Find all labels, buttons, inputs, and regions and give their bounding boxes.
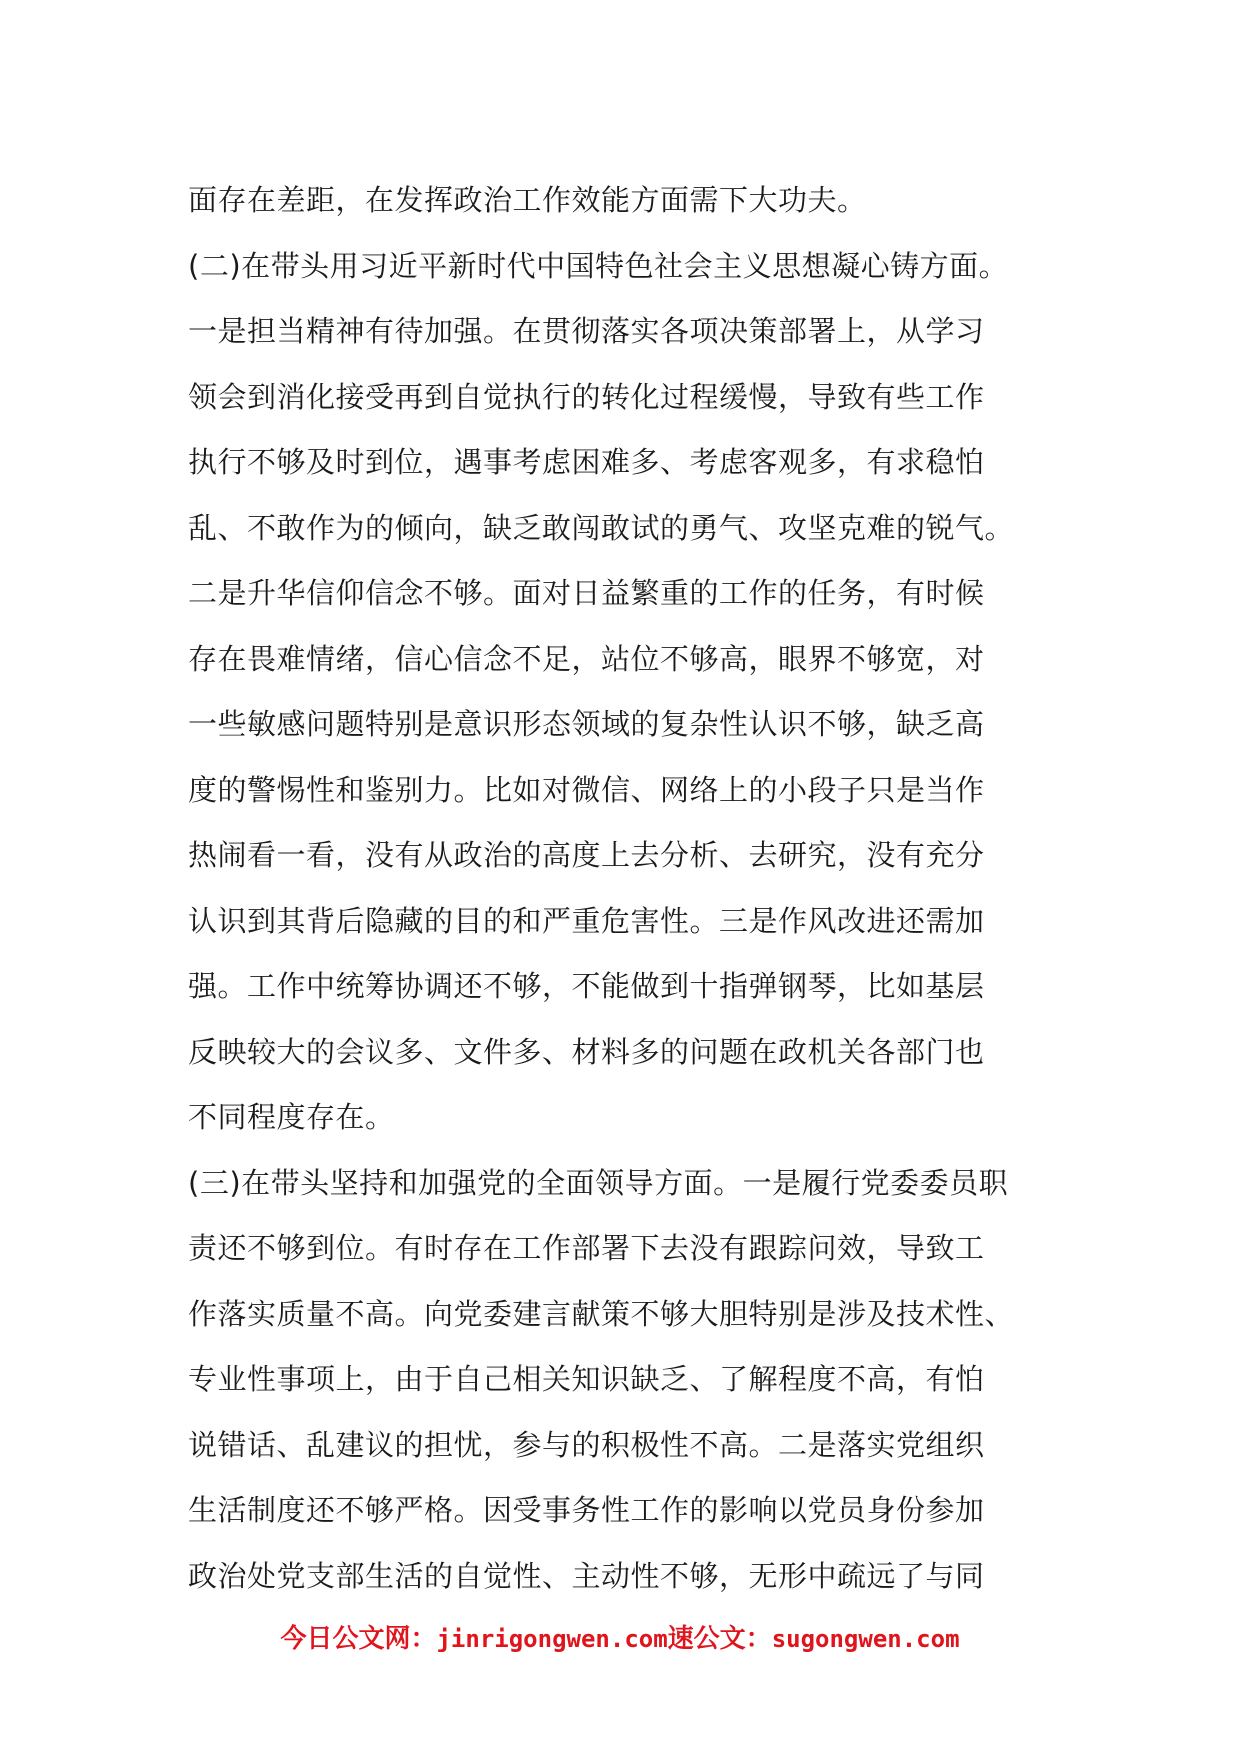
footer-site2-label: 速公文： (667, 1624, 772, 1654)
text-line: 说错话、乱建议的担忧，参与的积极性不高。二是落实党组织 (188, 1427, 985, 1462)
text-line: (二)在带头用习近平新时代中国特色社会主义思想凝心铸方面。 (188, 248, 1009, 283)
text-line: 作落实质量不高。向党委建言献策不够大胆特别是涉及技术性、 (188, 1296, 1015, 1331)
text-line: 不同程度存在。 (188, 1100, 395, 1134)
text-line: 专业性事项上，由于自己相关知识缺乏、了解程度不高，有怕 (188, 1362, 985, 1396)
text-line: 强。工作中统筹协调还不够，不能做到十指弹钢琴，比如基层 (188, 969, 985, 1003)
text-line: 执行不够及时到位，遇事考虑困难多、考虑客观多，有求稳怕 (188, 445, 985, 479)
footer-site1-label: 今日公文网： (280, 1624, 437, 1654)
text-line: 二是升华信仰信念不够。面对日益繁重的工作的任务，有时候 (188, 576, 985, 610)
footer-site2-link[interactable]: sugongwen.com (771, 1625, 960, 1653)
footer-site1-link[interactable]: jinrigongwen.com (436, 1625, 668, 1653)
text-line: (三)在带头坚持和加强党的全面领导方面。一是履行党委委员职 (188, 1165, 1009, 1200)
text-line: 度的警惕性和鉴别力。比如对微信、网络上的小段子只是当作 (188, 772, 985, 807)
text-line: 一是担当精神有待加强。在贯彻落实各项决策部署上，从学习 (188, 314, 985, 348)
footer-watermark (0, 1618, 1240, 1655)
body-text (188, 168, 1088, 1609)
text-line: 一些敏感问题特别是意识形态领域的复杂性认识不够，缺乏高 (188, 707, 985, 741)
text-line: 生活制度还不够严格。因受事务性工作的影响以党员身份参加 (188, 1493, 985, 1527)
text-line: 责还不够到位。有时存在工作部署下去没有跟踪问效，导致工 (188, 1231, 985, 1265)
text-line: 领会到消化接受再到自觉执行的转化过程缓慢，导致有些工作 (188, 379, 985, 414)
text-line: 反映较大的会议多、文件多、材料多的问题在政机关各部门也 (188, 1034, 985, 1069)
text-line: 面存在差距，在发挥政治工作效能方面需下大功夫。 (188, 183, 867, 217)
text-line: 政治处党支部生活的自觉性、主动性不够，无形中疏远了与同 (188, 1558, 985, 1593)
text-line: 存在畏难情绪，信心信念不足，站位不够高，眼界不够宽，对 (188, 641, 985, 676)
text-line: 认识到其背后隐藏的目的和严重危害性。三是作风改进还需加 (188, 903, 985, 938)
text-line: 乱、不敢作为的倾向，缺乏敢闯敢试的勇气、攻坚克难的锐气。 (188, 510, 1015, 545)
text-line: 热闹看一看，没有从政治的高度上去分析、去研究，没有充分 (188, 838, 985, 872)
